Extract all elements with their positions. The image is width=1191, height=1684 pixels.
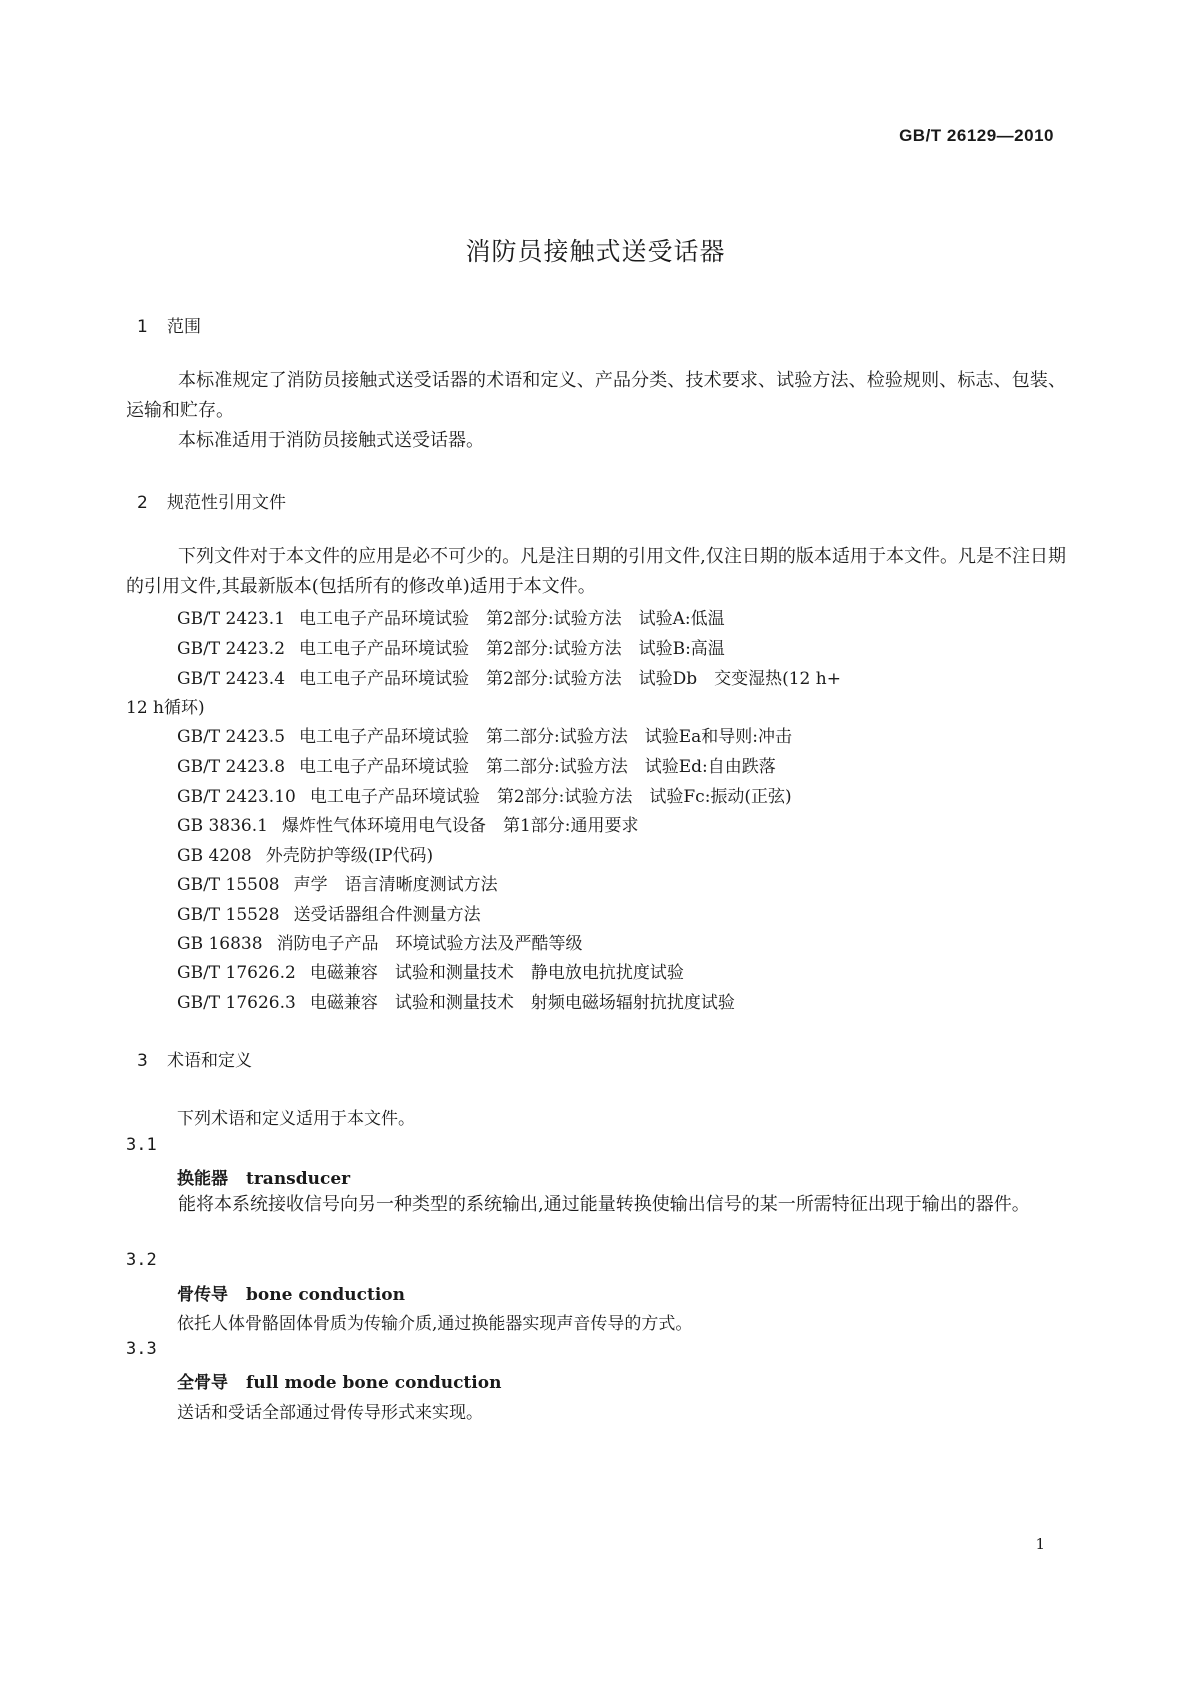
reference-item (177, 604, 725, 629)
reference-code: GB/T 2423.10 (177, 787, 296, 807)
clause-number: 3.3 (126, 1339, 157, 1359)
reference-code: GB/T 2423.8 (177, 757, 286, 777)
reference-code: GB 16838 (177, 934, 263, 954)
reference-code: GB/T 15508 (177, 875, 280, 895)
section-1-heading (137, 312, 201, 337)
term-entry (177, 1368, 501, 1393)
reference-title: 外壳防护等级(IP代码) (265, 846, 434, 866)
reference-item (177, 900, 481, 925)
section-2-heading (137, 488, 286, 513)
section-number: 1 (137, 317, 148, 337)
section-title: 术语和定义 (167, 1051, 252, 1071)
reference-title: 声学 语言清晰度测试方法 (293, 875, 498, 895)
reference-title: 电工电子产品环境试验 第二部分:试验方法 试验Ea和导则:冲击 (299, 727, 793, 747)
section-number: 2 (137, 493, 148, 513)
reference-item (177, 782, 792, 807)
clause-number: 3.2 (126, 1250, 157, 1270)
term-definition: 依托人体骨骼固体骨质为传输介质,通过换能器实现声音传导的方式。 (177, 1314, 693, 1334)
reference-item (177, 988, 735, 1013)
reference-item (177, 958, 684, 983)
reference-code: GB/T 17626.2 (177, 963, 296, 983)
term-definition: 能将本系统接收信号向另一种类型的系统输出,通过能量转换使输出信号的某一所需特征出现于输出的器件。 (178, 1194, 1030, 1215)
reference-code: GB/T 15528 (177, 905, 280, 925)
reference-code: GB/T 17626.3 (177, 993, 296, 1013)
term-en: full mode bone conduction (246, 1373, 502, 1393)
reference-code: GB 4208 (177, 846, 252, 866)
term-en: transducer (246, 1169, 351, 1189)
clause-number: 3.1 (126, 1135, 157, 1155)
standard-code: GB/T 26129—2010 (899, 126, 1054, 145)
term-definition: 送话和受话全部通过骨传导形式来实现。 (177, 1403, 483, 1423)
reference-title: 电工电子产品环境试验 第2部分:试验方法 试验B:高温 (299, 639, 725, 659)
terms-intro: 下列术语和定义适用于本文件。 (177, 1109, 415, 1129)
document-title: 消防员接触式送受话器 (465, 237, 726, 266)
reference-title: 电磁兼容 试验和测量技术 静电放电抗扰度试验 (309, 963, 684, 983)
term-en: bone conduction (246, 1285, 405, 1305)
reference-code: GB 3836.1 (177, 816, 268, 836)
term-zh: 全骨导 (177, 1373, 228, 1393)
reference-code: GB/T 2423.4 (177, 669, 286, 689)
reference-item (177, 752, 776, 777)
reference-title: 电工电子产品环境试验 第2部分:试验方法 试验A:低温 (299, 609, 725, 629)
page-number: 1 (1035, 1535, 1045, 1553)
reference-title: 爆炸性气体环境用电气设备 第1部分:通用要求 (281, 816, 639, 836)
reference-title: 电工电子产品环境试验 第2部分:试验方法 试验Db 交变湿热(12 h+ (299, 669, 841, 689)
reference-item (177, 841, 433, 866)
term-zh: 骨传导 (177, 1285, 228, 1305)
section-3-heading (137, 1046, 252, 1071)
reference-item (177, 664, 841, 689)
reference-item (177, 634, 725, 659)
reference-title: 电磁兼容 试验和测量技术 射频电磁场辐射抗扰度试验 (309, 993, 735, 1013)
reference-title: 电工电子产品环境试验 第二部分:试验方法 试验Ed:自由跌落 (299, 757, 776, 777)
term-entry (177, 1280, 405, 1305)
section-title: 规范性引用文件 (167, 493, 286, 513)
scope-paragraph: 本标准适用于消防员接触式送受话器。 (178, 430, 484, 451)
scope-paragraph: 本标准规定了消防员接触式送受话器的术语和定义、产品分类、技术要求、试验方法、检验规则、标志、包装、运输和贮存。 (126, 370, 1066, 421)
term-entry (177, 1164, 350, 1189)
references-intro: 下列文件对于本文件的应用是必不可少的。凡是注日期的引用文件,仅注日期的版本适用于本文件。凡是不注日期的引用文件,其最新版本(包括所有的修改单)适用于本文件。 (126, 546, 1066, 597)
reference-item (177, 870, 498, 895)
reference-title: 送受话器组合件测量方法 (293, 905, 481, 925)
section-title: 范围 (167, 317, 201, 337)
reference-item (177, 929, 583, 954)
reference-item (177, 811, 639, 836)
reference-code: GB/T 2423.5 (177, 727, 286, 747)
reference-code: GB/T 2423.1 (177, 609, 286, 629)
reference-continuation: 12 h循环) (126, 698, 205, 718)
reference-item (177, 722, 792, 747)
reference-title: 电工电子产品环境试验 第2部分:试验方法 试验Fc:振动(正弦) (309, 787, 792, 807)
reference-code: GB/T 2423.2 (177, 639, 286, 659)
section-number: 3 (137, 1051, 148, 1071)
reference-title: 消防电子产品 环境试验方法及严酷等级 (276, 934, 583, 954)
term-zh: 换能器 (177, 1169, 228, 1189)
